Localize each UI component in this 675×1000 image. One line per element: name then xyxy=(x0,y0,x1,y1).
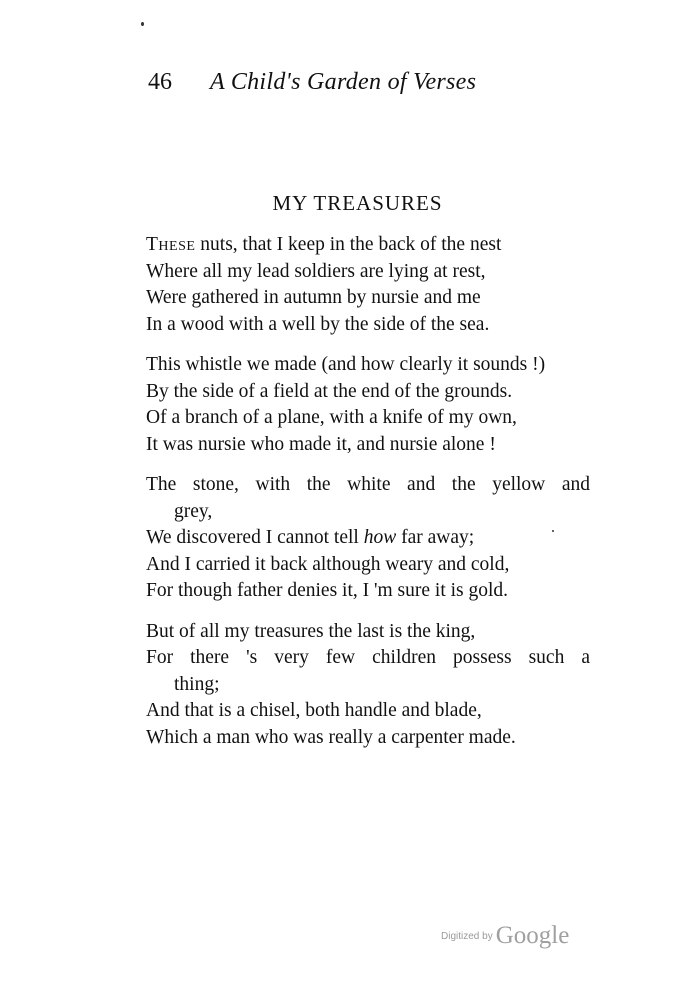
stanza-2 xyxy=(146,352,590,458)
poem-line-continuation: thing; xyxy=(174,673,220,695)
poem-line: For though father denies it, I 'm sure it is gold. xyxy=(146,580,509,601)
poem-title: MY TREASURES xyxy=(272,191,443,215)
poem-line: In a wood with a well by the side of the sea. xyxy=(146,313,490,335)
poem-line: Where all my lead soldiers are lying at rest, xyxy=(146,260,486,282)
poem-body xyxy=(146,232,590,765)
poem-line: And that is a chisel, both handle and blade, xyxy=(146,700,482,721)
poem-line: Were gathered in autumn by nursie and me xyxy=(146,287,481,308)
digitized-by-label: Digitized by xyxy=(441,930,493,942)
poem-line: By the side of a field at the end of the grounds. xyxy=(146,380,513,402)
poem-line: For there 's very few children possess such a xyxy=(146,647,590,668)
stanza-4 xyxy=(146,619,590,752)
emphasized-word: how xyxy=(363,527,397,548)
poem-line: It was nursie who made it, and nursie alone ! xyxy=(146,433,496,455)
running-header xyxy=(148,64,568,100)
line-text: far away; xyxy=(396,527,475,548)
poem-line: Of a branch of a plane, with a knife of my own, xyxy=(146,407,517,428)
poem-line: And I carried it back although weary and cold, xyxy=(146,553,510,575)
page-number: 46 xyxy=(148,69,172,95)
running-title: A Child's Garden of Verses xyxy=(210,69,477,95)
google-logo: Google xyxy=(495,922,570,949)
poem-line: The stone, with the white and the yellow and xyxy=(146,474,590,495)
stanza-1 xyxy=(146,232,590,338)
line-text: We discovered I cannot tell xyxy=(146,527,364,548)
poem-line-continuation: grey, xyxy=(174,500,213,522)
poem-line xyxy=(146,232,590,259)
ink-speck xyxy=(141,22,144,26)
poem-line xyxy=(146,525,590,552)
stanza-3 xyxy=(146,472,590,605)
poem-line: But of all my treasures the last is the king, xyxy=(146,620,476,642)
line-text: nuts, that I keep in the back of the nest xyxy=(195,234,502,255)
poem-line: Which a man who was really a carpenter made. xyxy=(146,726,516,748)
drop-word: These xyxy=(146,234,196,255)
digitization-watermark xyxy=(441,922,569,962)
poem-line: This whistle we made (and how clearly it sounds !) xyxy=(146,354,546,375)
